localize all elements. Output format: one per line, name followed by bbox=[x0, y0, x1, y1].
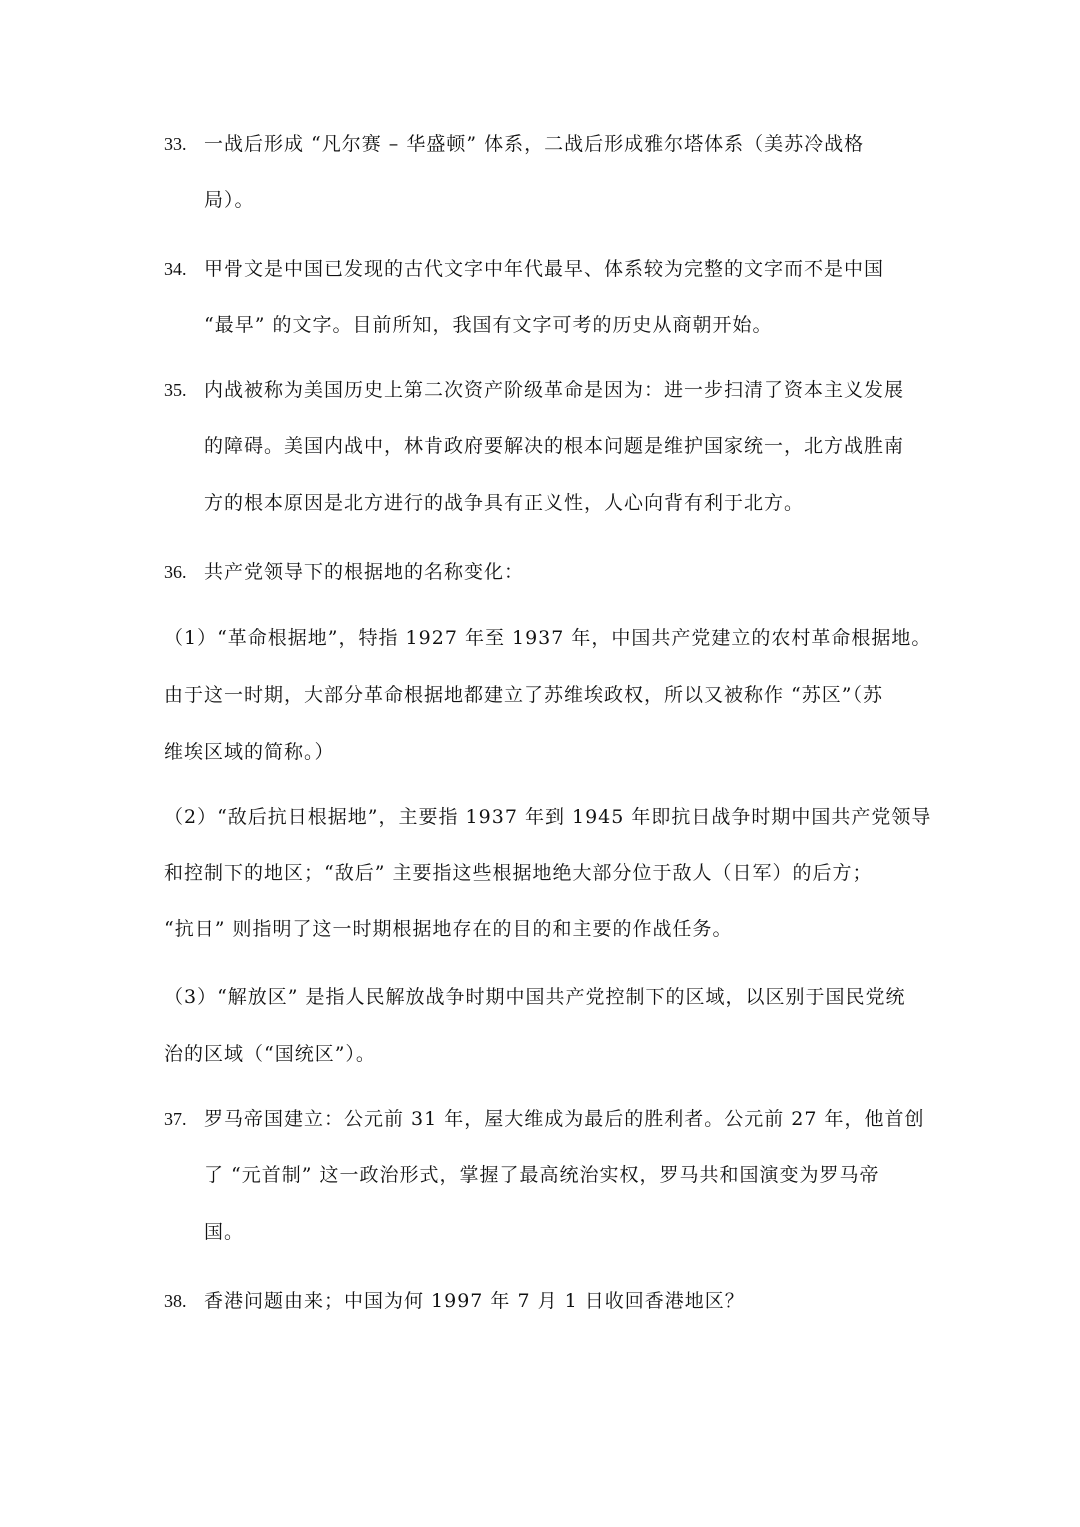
item-text-line: 内战被称为美国历史上第二次资产阶级革命是因为：进一步扫清了资本主义发展 bbox=[204, 379, 905, 401]
item-text-line: 国。 bbox=[204, 1221, 245, 1243]
item-text-line: 的障碍。美国内战中，林肯政府要解决的根本问题是维护国家统一，北方战胜南 bbox=[204, 435, 905, 457]
item-number: 37. bbox=[164, 1109, 187, 1129]
item-text-line: 共产党领导下的根据地的名称变化： bbox=[204, 561, 525, 583]
item-number: 38. bbox=[164, 1291, 187, 1311]
subpoint-text-line: （2）“敌后抗日根据地”，主要指 1937 年到 1945 年即抗日战争时期中国共产党领导 bbox=[164, 806, 932, 828]
item-text-line: 方的根本原因是北方进行的战争具有正义性，人心向背有利于北方。 bbox=[204, 492, 805, 514]
item-text-line: 香港问题由来；中国为何 1997 年 7 月 1 日收回香港地区？ bbox=[204, 1290, 745, 1312]
item-text-line: 罗马帝国建立：公元前 31 年，屋大维成为最后的胜利者。公元前 27 年，他首创 bbox=[204, 1108, 925, 1130]
item-text-line: 甲骨文是中国已发现的古代文字中年代最早、体系较为完整的文字而不是中国 bbox=[204, 258, 885, 280]
subpoint-text-line: （1）“革命根据地”，特指 1927 年至 1937 年，中国共产党建立的农村革命根据地。 bbox=[164, 627, 932, 649]
item-text-line: 局）。 bbox=[204, 189, 255, 211]
subpoint-text-line: 和控制下的地区；“敌后” 主要指这些根据地绝大部分位于敌人（日军）的后方； bbox=[164, 862, 873, 884]
item-number: 36. bbox=[164, 562, 187, 582]
item-text-line: “最早” 的文字。目前所知，我国有文字可考的历史从商朝开始。 bbox=[204, 314, 773, 336]
subpoint-text-line: 维埃区域的简称。） bbox=[164, 741, 335, 763]
item-number: 34. bbox=[164, 259, 187, 279]
item-number: 35. bbox=[164, 380, 187, 400]
subpoint-text-line: “抗日” 则指明了这一时期根据地存在的目的和主要的作战任务。 bbox=[164, 918, 733, 940]
item-text-line: 了 “元首制” 这一政治形式，掌握了最高统治实权，罗马共和国演变为罗马帝 bbox=[204, 1164, 880, 1186]
subpoint-text-line: 由于这一时期，大部分革命根据地都建立了苏维埃政权，所以又被称作 “苏区”（苏 bbox=[164, 684, 883, 706]
item-number: 33. bbox=[164, 134, 187, 154]
subpoint-text-line: （3）“解放区” 是指人民解放战争时期中国共产党控制下的区域，以区别于国民党统 bbox=[164, 986, 906, 1008]
item-text-line: 一战后形成 “凡尔赛 – 华盛顿” 体系，二战后形成雅尔塔体系（美苏冷战格 bbox=[204, 133, 865, 155]
subpoint-text-line: 治的区域（“国统区”）。 bbox=[164, 1043, 376, 1065]
